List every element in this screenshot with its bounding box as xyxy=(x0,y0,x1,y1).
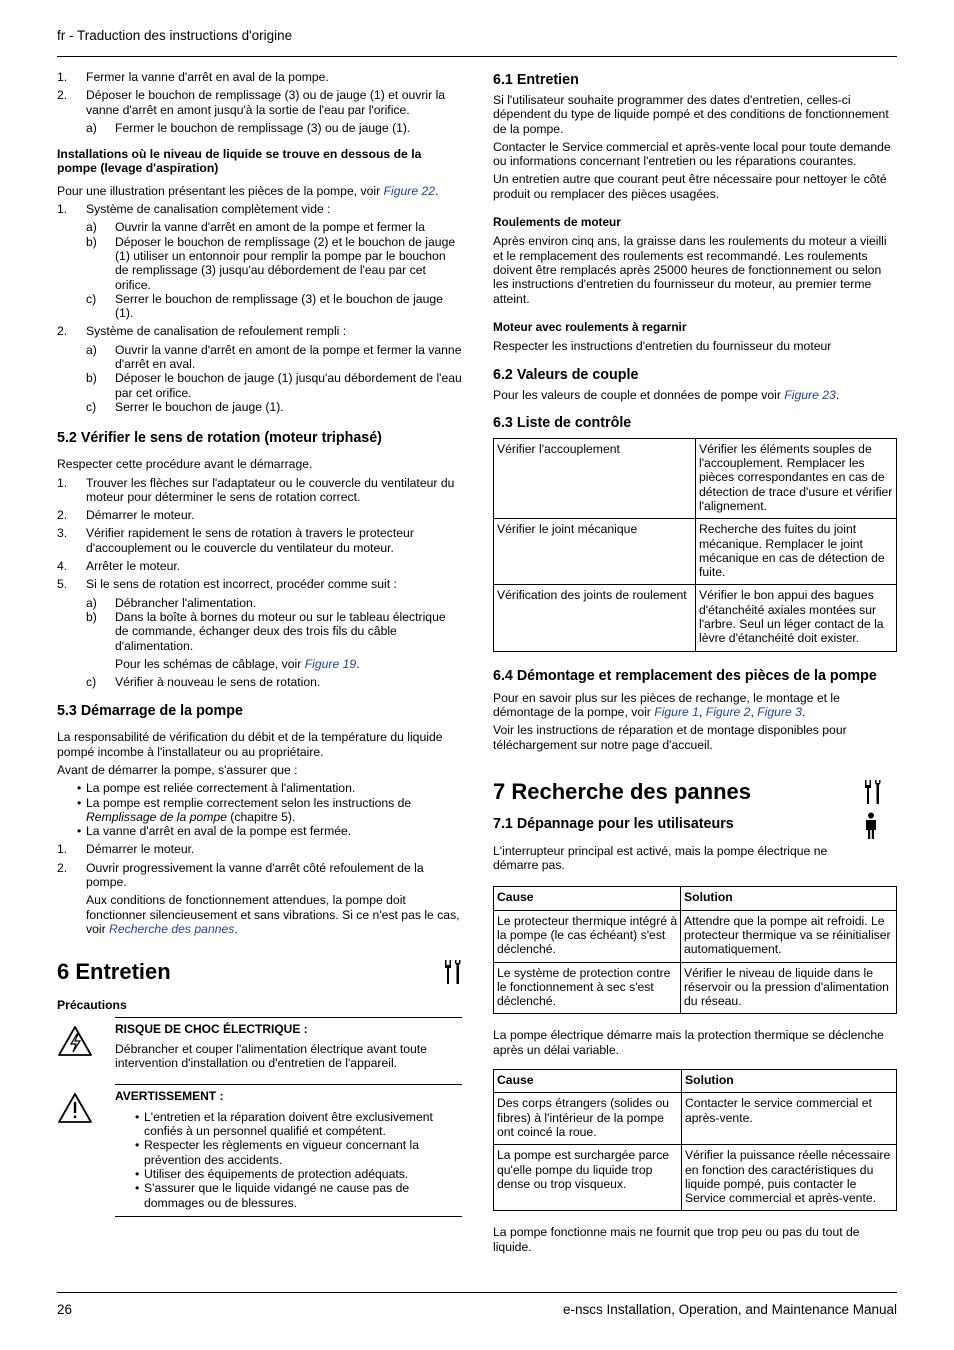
full-system-substeps xyxy=(57,343,462,414)
rotation-steps xyxy=(57,476,462,592)
item-number: 1. xyxy=(57,70,68,84)
figure-23-link[interactable]: Figure 23 xyxy=(784,388,836,403)
fill-steps xyxy=(57,70,462,117)
item-text: Si le sens de rotation est incorrect, procéder comme suit : xyxy=(86,577,397,592)
figure-link[interactable]: Figure 3 xyxy=(757,704,802,719)
warning-title: RISQUE DE CHOC ÉLECTRIQUE : xyxy=(115,1021,308,1036)
item-text: Serrer le bouchon de jauge (1). xyxy=(115,399,284,414)
bullet-item xyxy=(115,1181,462,1210)
item-text: Fermer la vanne d'arrêt en aval de la pompe. xyxy=(86,70,329,84)
paragraph: Voir les instructions de réparation et de montage disponibles pour téléchargement sur notre page d'accueil. xyxy=(493,723,847,752)
bullet-item xyxy=(115,1110,462,1139)
item-number: 5. xyxy=(57,577,68,592)
suction-lift-title: Installations où le niveau de liquide se trouve en dessous de la pompe (levage d'aspiration) xyxy=(57,147,422,176)
table-cell: Vérifier le joint mécanique xyxy=(494,519,696,585)
paragraph: La pompe électrique démarre mais la protection thermique se déclenche après un délai variable. xyxy=(493,1028,884,1057)
footer-rule xyxy=(57,1292,897,1293)
section-6-1-title: 6.1 Entretien xyxy=(493,72,579,88)
item-text: Ouvrir progressivement la vanne d'arrêt côté refoulement de la pompe. xyxy=(86,860,424,890)
item-number: b) xyxy=(86,371,97,386)
table-cell: Des corps étrangers (solides ou fibres) à l'intérieur de la pompe ont coincé la roue. xyxy=(494,1093,682,1145)
item-text: Vérifier rapidement le sens de rotation à travers le protecteur d'accouplement ou le couvercle du ventilateur du moteur. xyxy=(86,526,414,555)
item-text: Dans la boîte à bornes du moteur ou sur le tableau électrique de commande, échanger deux des trois fils du câble d'alimentation. xyxy=(115,609,446,653)
list-item xyxy=(57,861,462,890)
manual-title: e-nscs Installation, Operation, and Maintenance Manual xyxy=(563,1302,897,1317)
bullet-item xyxy=(115,1167,462,1181)
list-item: 1. Système de canalisation complètement vide : xyxy=(57,202,331,217)
rotation-substeps xyxy=(57,596,462,653)
sub-step xyxy=(57,371,462,400)
section-6-3-title: 6.3 Liste de contrôle xyxy=(493,414,632,431)
list-item xyxy=(57,577,462,591)
troubleshooting-table-2 xyxy=(493,1069,897,1211)
section-6-4-title: 6.4 Démontage et remplacement des pièces de la pompe xyxy=(493,667,877,684)
sub-step xyxy=(57,596,462,610)
paragraph: Un entretien autre que courant peut être nécessaire pour nettoyer le côté produit ou remplacer des pièces usagées. xyxy=(493,172,887,201)
warning-list xyxy=(115,1110,462,1210)
list-item xyxy=(57,508,462,522)
item-number: c) xyxy=(86,399,97,414)
general-warning xyxy=(57,1084,462,1216)
table-cell: La pompe est surchargée parce qu'elle pompe du liquide trop dense ou trop visqueux. xyxy=(494,1145,682,1211)
figure-22-link[interactable]: Figure 22 xyxy=(383,183,436,198)
item-text: Démarrer le moteur. xyxy=(86,508,195,523)
table-cell: Le protecteur thermique intégré à la pompe (le cas échéant) s'est déclenché. xyxy=(494,910,681,962)
empty-system-substeps xyxy=(57,220,462,320)
figure-link[interactable]: Figure 1 xyxy=(654,704,699,719)
table-row xyxy=(494,519,897,585)
page-header: fr - Traduction des instructions d'origine xyxy=(57,28,293,43)
bullet-item: • La vanne d'arrêt en aval de la pompe est fermée. xyxy=(77,824,352,839)
item-text: Débrancher l'alimentation. xyxy=(115,595,257,610)
item-text: Démarrer le moteur. xyxy=(86,842,195,857)
table-cell: Vérifier le bon appui des bagues d'étanchéité axiales montées sur l'arbre. Seul un léger contact de la lèvre d'étanchéité doit exister. xyxy=(696,585,897,651)
item-text: Serrer le bouchon de remplissage (3) et le bouchon de jauge (1). xyxy=(115,291,443,321)
item-number: a) xyxy=(86,595,97,610)
separator: , xyxy=(750,704,758,719)
paragraph: Contacter le Service commercial et après-vente local pour toute demande ou informations concernant l'entretien ou les réparations courantes. xyxy=(493,139,891,169)
item-number: 4. xyxy=(57,559,68,574)
sub-step xyxy=(57,235,462,292)
bullet-text: Utiliser des équipements de protection adéquats. xyxy=(144,1166,409,1181)
table-cell: Vérifier l'accouplement xyxy=(494,438,696,518)
bullet: • xyxy=(135,1109,140,1124)
chapter-6-title: 6 Entretien xyxy=(57,958,462,986)
table-row xyxy=(494,438,897,518)
tools-icon xyxy=(442,958,462,986)
troubleshooting-link[interactable]: Recherche des pannes xyxy=(109,921,235,936)
section-5-3-title: 5.3 Démarrage de la pompe xyxy=(57,703,243,720)
bullet-text: L'entretien et la réparation doivent être exclusivement confiés à un personnel qualifié et compétent. xyxy=(144,1109,433,1139)
column-header: Solution xyxy=(681,887,897,910)
list-item xyxy=(57,70,462,84)
paragraph: Avant de démarrer la pompe, s'assurer que : xyxy=(57,762,298,777)
table-row xyxy=(494,1093,897,1145)
item-number: b) xyxy=(86,234,97,249)
item-number: 1. xyxy=(57,842,68,857)
table-row xyxy=(494,1145,897,1211)
sub-step xyxy=(57,610,462,653)
list-item xyxy=(57,88,462,117)
table-row xyxy=(494,585,897,651)
startup-note: Aux conditions de fonctionnement attendues, la pompe doit fonctionner silencieusement et sans vibrations. Si ce n'est pas le cas, voir Recherche des pannes. xyxy=(86,893,460,936)
figure-reference: Pour une illustration présentant les pièces de la pompe, voir Figure 22. xyxy=(57,183,439,198)
item-number: 2. xyxy=(57,88,68,103)
sub-step xyxy=(57,220,462,234)
paragraph: La pompe fonctionne mais ne fournit que trop peu ou pas du tout de liquide. xyxy=(493,1225,860,1254)
paragraph: La responsabilité de vérification du débit et de la température du liquide pompé incombe à l'installateur ou au propriétaire. xyxy=(57,730,443,759)
item-number: a) xyxy=(86,220,97,235)
paragraph: Si l'utilisateur souhaite programmer des dates d'entretien, celles-ci dépendent du type de liquide pompé et des conditions de fonctionnement de la pompe. xyxy=(493,93,889,136)
bullet: • xyxy=(135,1138,140,1153)
paragraph: Respecter les instructions d'entretien du fournisseur du moteur xyxy=(493,339,832,354)
section-7-1-title: 7.1 Dépannage pour les utilisateurs xyxy=(493,816,898,840)
left-column xyxy=(57,70,462,1217)
wiring-reference: Pour les schémas de câblage, voir Figure 19. xyxy=(115,656,360,671)
electric-hazard-icon xyxy=(57,1025,93,1057)
right-column xyxy=(493,70,898,1258)
period: . xyxy=(801,704,806,719)
tools-icon xyxy=(862,778,882,806)
bullet-text: S'assurer que le liquide vidangé ne cause pas de dommages ou de blessures. xyxy=(144,1181,410,1210)
column-header: Solution xyxy=(682,1070,897,1093)
table-cell: Recherche des fuites du joint mécanique. Remplacer le joint mécanique en cas de détection de fuite. xyxy=(696,519,897,585)
item-number: a) xyxy=(86,342,97,357)
section-6-2-title: 6.2 Valeurs de couple xyxy=(493,367,639,384)
item-number: 2. xyxy=(57,860,68,875)
bullet-item: • La pompe est remplie correctement selon les instructions de Remplissage de la pompe (chapitre 5). xyxy=(77,795,412,824)
user-icon xyxy=(864,812,878,840)
warning-title: AVERTISSEMENT : xyxy=(115,1089,224,1104)
figure-19-link[interactable]: Figure 19 xyxy=(304,656,357,671)
sub-step xyxy=(57,343,462,372)
paragraph: Après environ cinq ans, la graisse dans les roulements du moteur a vieilli et le remplacement des roulements est recommandé. Les roulements doivent être remplacés après 25000 heures de fonctionnement ou selon les instructions d'entretien du fournisseur du moteur, au premier terme atteint. xyxy=(493,234,887,306)
sub-step: c) Vérifier à nouveau le sens de rotation. xyxy=(86,675,321,690)
parts-reference: Pour en savoir plus sur les pièces de rechange, le montage et le démontage de la pompe, voir Figure 1, Figure 2, Figure 3. xyxy=(493,690,840,719)
list-item xyxy=(57,559,462,573)
table-cell: Vérification des joints de roulement xyxy=(494,585,696,651)
electric-shock-warning xyxy=(57,1017,462,1081)
bullet-item: • La pompe est reliée correctement à l'alimentation. xyxy=(77,781,356,796)
list-item xyxy=(57,526,462,555)
warning-text: Débrancher et couper l'alimentation électrique avant toute intervention d'installation ou d'entretien de l'appareil. xyxy=(115,1041,427,1071)
startup-steps xyxy=(57,842,462,889)
item-text: Arrêter le moteur. xyxy=(86,559,181,574)
sub-step xyxy=(57,400,462,414)
list-item: 2. Système de canalisation de refoulement rempli : xyxy=(57,324,347,339)
page-number: 26 xyxy=(57,1302,73,1317)
table-row xyxy=(494,962,897,1014)
item-number: 2. xyxy=(57,508,68,523)
item-text: Trouver les flèches sur l'adaptateur ou le couvercle du ventilateur du moteur pour déterminer le sens de rotation correct. xyxy=(86,475,455,504)
table-row xyxy=(494,910,897,962)
warning-icon xyxy=(57,1092,93,1124)
torque-reference: Pour les valeurs de couple et données de pompe voir Figure 23. xyxy=(493,388,840,403)
list-item xyxy=(57,842,462,856)
table-cell: Le système de protection contre le fonctionnement à sec s'est déclenché. xyxy=(494,962,681,1014)
item-text: Ouvrir la vanne d'arrêt en amont de la pompe et fermer la vanne d'arrêt en aval. xyxy=(115,342,462,372)
column-header: Cause xyxy=(494,887,681,910)
list-item xyxy=(57,476,462,505)
table-cell: Attendre que la pompe ait refroidi. Le protecteur thermique va se réinitialiser automatiquement. xyxy=(681,910,897,962)
bearings-title: Roulements de moteur xyxy=(493,215,621,230)
bullet-text: Respecter les règlements en vigueur concernant la prévention des accidents. xyxy=(144,1138,420,1167)
column-header: Cause xyxy=(494,1070,682,1093)
item-text: Déposer le bouchon de jauge (1) jusqu'au débordement de l'eau par cet orifice. xyxy=(115,371,462,400)
figure-link[interactable]: Figure 2 xyxy=(705,704,751,719)
table-cell: Vérifier le niveau de liquide dans le réservoir ou la pression d'alimentation du réseau. xyxy=(681,962,897,1014)
troubleshooting-table-1 xyxy=(493,886,897,1014)
section-5-2-title: 5.2 Vérifier le sens de rotation (moteur triphasé) xyxy=(57,430,382,447)
item-number: 1. xyxy=(57,475,68,490)
regreasable-title: Moteur avec roulements à regarnir xyxy=(493,319,687,334)
sub-step xyxy=(57,292,462,321)
sub-step: a) Fermer le bouchon de remplissage (3) ou de jauge (1). xyxy=(86,120,411,135)
paragraph: Respecter cette procédure avant le démarrage. xyxy=(57,457,313,472)
header-rule xyxy=(57,56,897,57)
item-number: c) xyxy=(86,291,97,306)
bullet: • xyxy=(135,1166,140,1181)
item-number: b) xyxy=(86,609,97,624)
item-text: Déposer le bouchon de remplissage (3) ou de jauge (1) et ouvrir la vanne d'arrêt en amont jusqu'à la sortie de l'eau par l'orifice. xyxy=(86,88,446,117)
item-text: Déposer le bouchon de remplissage (2) et le bouchon de jauge (1) utiliser un entonnoir pour remplir la pompe par le bouchon de remplissage (3) jusqu'au débordement de l'eau par cet orifice. xyxy=(115,234,456,292)
bullet: • xyxy=(135,1181,140,1196)
chapter-7-title: 7 Recherche des pannes xyxy=(493,778,898,806)
checklist-table xyxy=(493,438,897,652)
precautions-label: Précautions xyxy=(57,998,127,1013)
item-number: 3. xyxy=(57,526,68,541)
table-cell: Vérifier la puissance réelle nécessaire en fonction des caractéristiques du liquide pompé, puis contacter le Service commercial et après-vente. xyxy=(682,1145,897,1211)
paragraph: L'interrupteur principal est activé, mais la pompe électrique ne démarre pas. xyxy=(493,843,828,873)
table-cell: Vérifier les éléments souples de l'accouplement. Remplacer les pièces correspondantes en cas de détection de trace d'usure et vérifier l'alignement. xyxy=(696,438,897,518)
bullet-item xyxy=(115,1138,462,1167)
item-text: Ouvrir la vanne d'arrêt en amont de la pompe et fermer la xyxy=(115,220,425,235)
separator: , xyxy=(698,704,706,719)
table-cell: Contacter le service commercial et après-vente. xyxy=(682,1093,897,1145)
